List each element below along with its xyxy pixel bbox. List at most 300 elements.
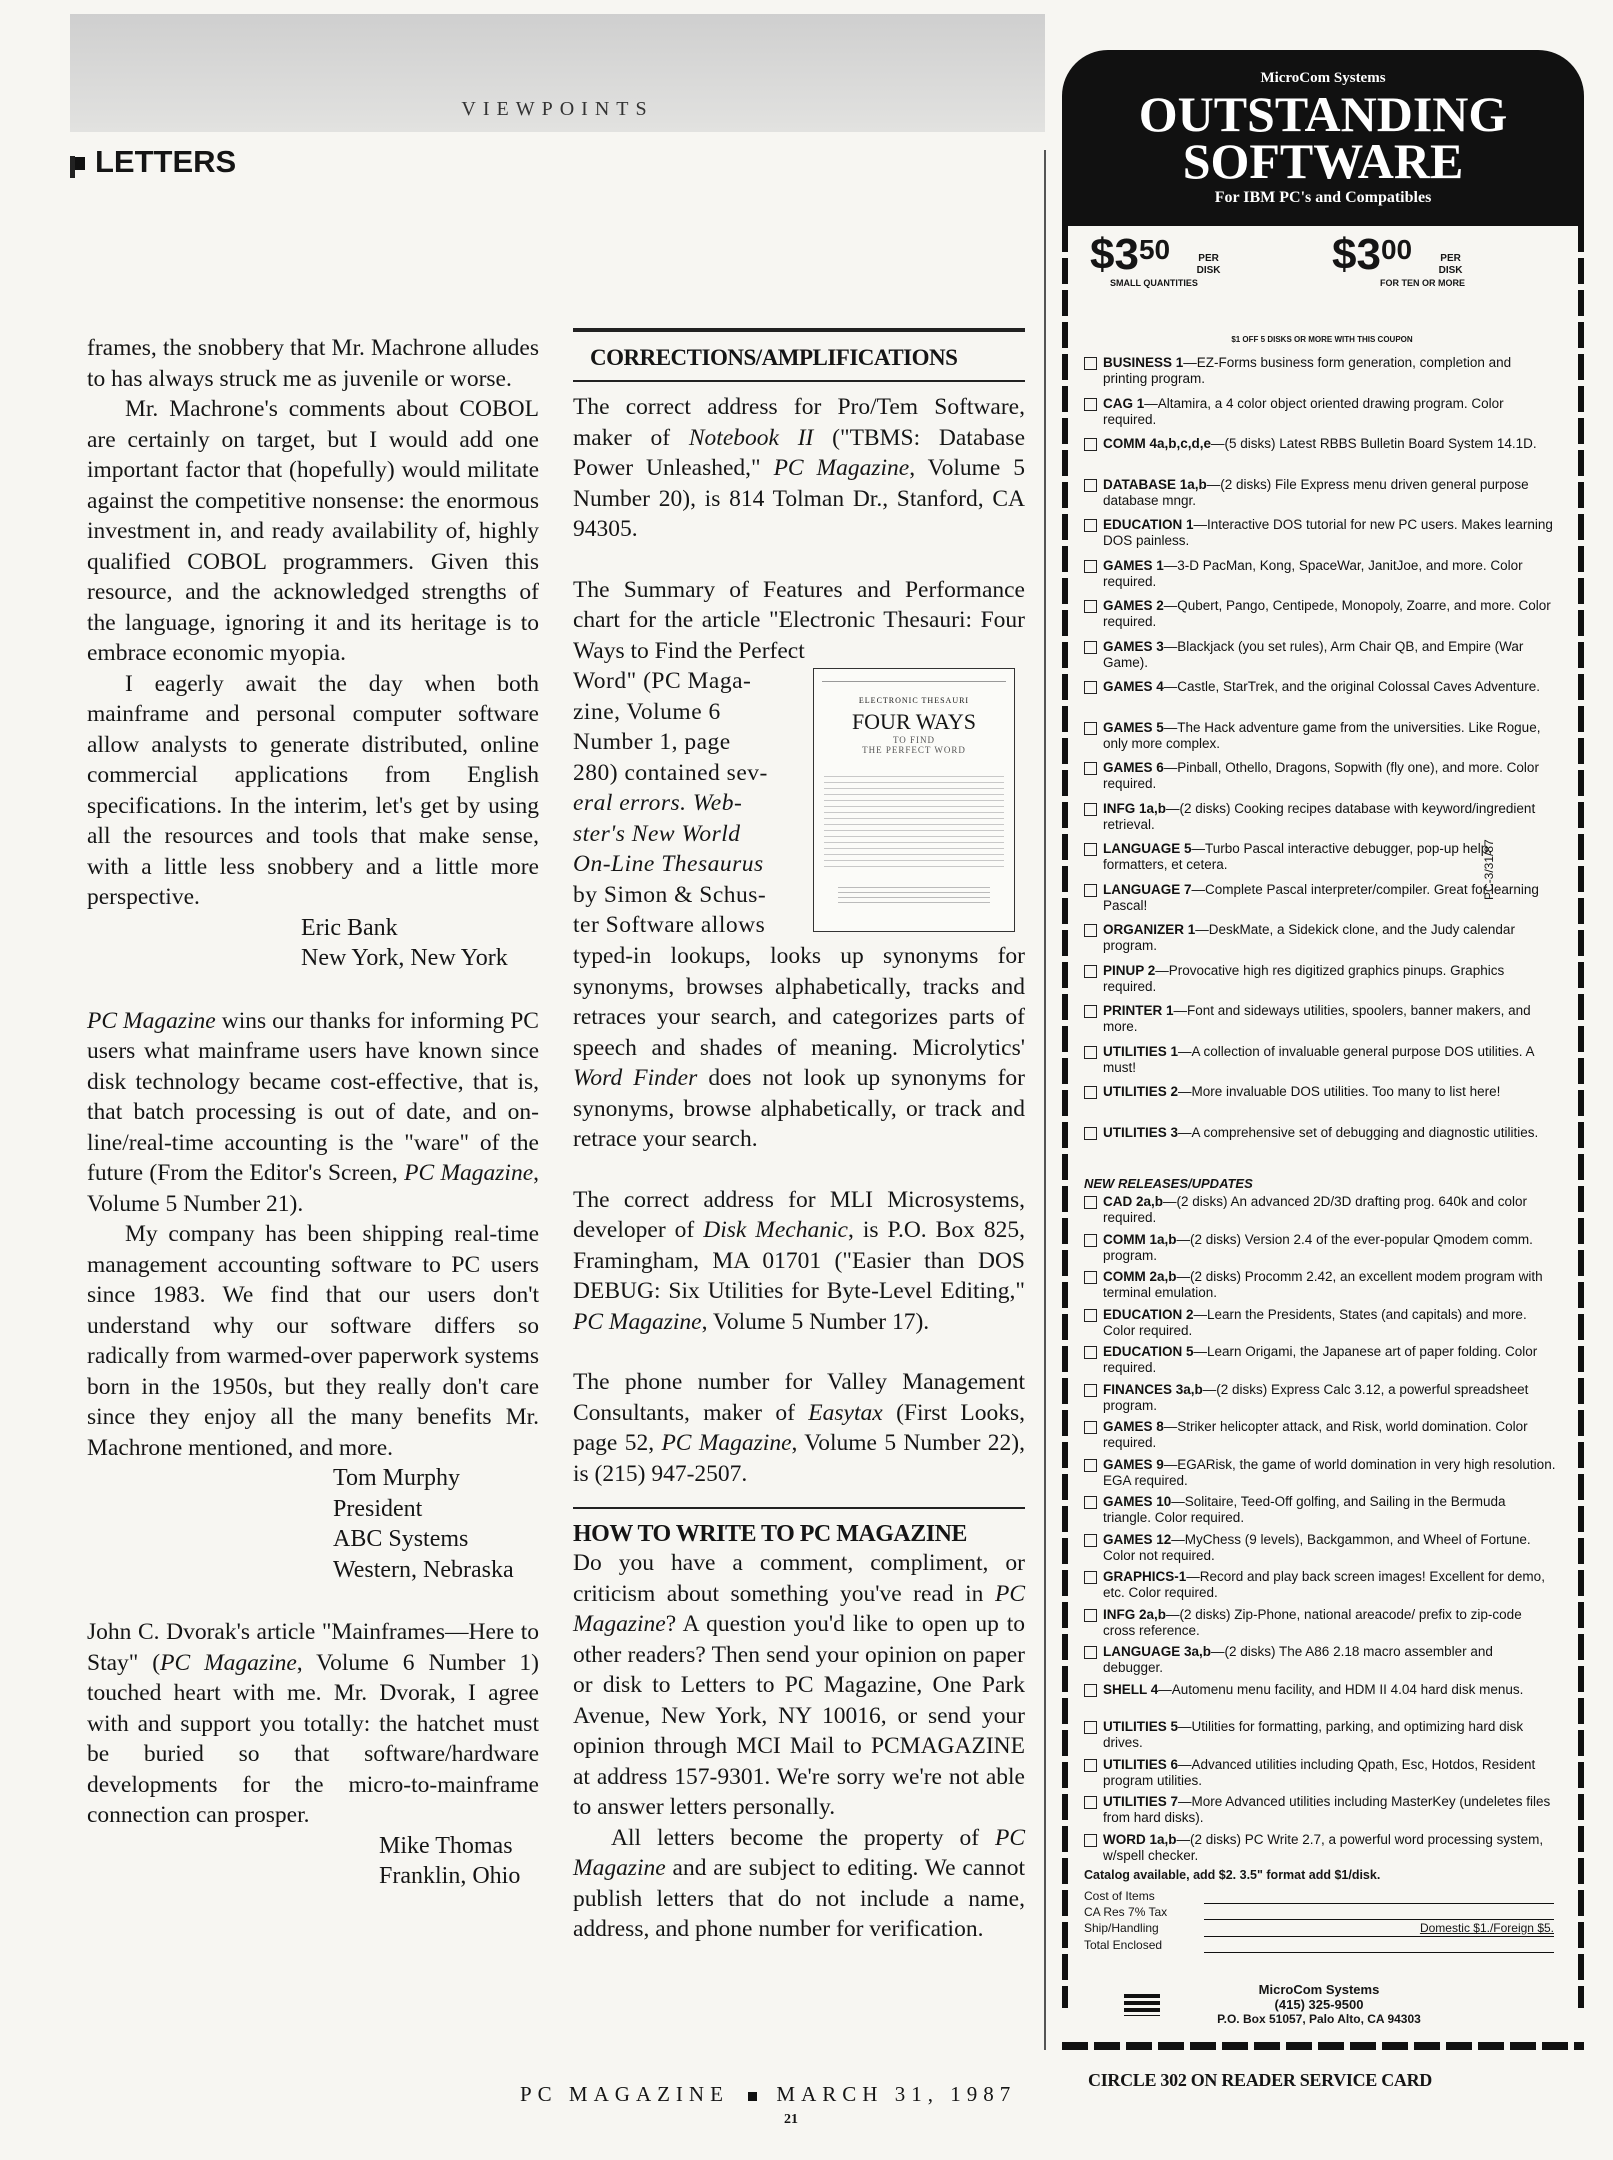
wrap-line: Word" (PC Maga- bbox=[573, 668, 752, 694]
ad-item-desc: —(5 disks) Latest RBBS Bulletin Board System 14.1D. bbox=[1211, 436, 1537, 451]
ad-item-text bbox=[1103, 801, 1556, 833]
order-checkbox[interactable] bbox=[1084, 1234, 1097, 1247]
ad-item bbox=[1084, 639, 1556, 680]
correction-paragraph bbox=[573, 1367, 1025, 1489]
italic-title: Disk Mechanic bbox=[703, 1217, 848, 1243]
column-1 bbox=[87, 333, 539, 1892]
signature-title: President bbox=[333, 1495, 423, 1522]
ad-item bbox=[1084, 1719, 1556, 1757]
order-checkbox[interactable] bbox=[1084, 1046, 1097, 1059]
ad-item-title: COMM 2a,b bbox=[1103, 1269, 1177, 1284]
order-checkbox[interactable] bbox=[1084, 681, 1097, 694]
new-releases-heading: NEW RELEASES/UPDATES bbox=[1084, 1176, 1253, 1191]
title-text: LETTERS bbox=[95, 144, 237, 179]
ad-item bbox=[1084, 1794, 1556, 1832]
ad-item-desc: —Record and play back screen images! Excellent for demo, etc. Color required. bbox=[1103, 1569, 1545, 1600]
ad-item-title: GAMES 1 bbox=[1103, 557, 1164, 573]
ad-item bbox=[1084, 477, 1556, 518]
ad-item-text bbox=[1103, 1682, 1523, 1698]
signature-company: ABC Systems bbox=[333, 1526, 469, 1552]
order-checkbox[interactable] bbox=[1084, 1684, 1097, 1697]
correction-wrap-text bbox=[573, 666, 803, 941]
order-checkbox[interactable] bbox=[1084, 600, 1097, 613]
ad-item bbox=[1084, 1832, 1556, 1870]
ad-item-title: GAMES 4 bbox=[1103, 679, 1164, 694]
ad-item-text bbox=[1103, 1457, 1556, 1489]
ad-item-desc: —Turbo Pascal interactive debugger, pop-up help, formatters, et cetera. bbox=[1103, 841, 1492, 872]
thumbnail-subtitle: THE PERFECT WORD bbox=[862, 745, 966, 755]
letter-text: , Volume 5 Number 21). bbox=[87, 1160, 539, 1217]
ad-item-text bbox=[1103, 639, 1556, 671]
ad-item bbox=[1084, 1494, 1556, 1532]
order-checkbox[interactable] bbox=[1084, 1834, 1097, 1847]
ad-item-desc: —More invaluable DOS utilities. Too many to list here! bbox=[1178, 1084, 1501, 1099]
ad-item-text bbox=[1103, 1084, 1500, 1100]
ad-item-text bbox=[1103, 1532, 1556, 1564]
form-input-total[interactable] bbox=[1204, 1937, 1554, 1953]
ad-item-text bbox=[1103, 1794, 1556, 1826]
ad-item bbox=[1084, 1757, 1556, 1795]
ad-item-title: GAMES 6 bbox=[1103, 760, 1164, 775]
correction-text: , Volume 5 Number 22), is (215) 947-2507. bbox=[573, 1430, 1025, 1487]
section-label: VIEWPOINTS bbox=[461, 98, 654, 120]
ad-item-title: GAMES 3 bbox=[1103, 638, 1164, 654]
ad-side-code: PC-3/31/87 bbox=[1482, 839, 1496, 900]
ad-item-desc: —EGARisk, the game of world domination in very high resolution. EGA required. bbox=[1103, 1456, 1556, 1488]
italic-title: PC Magazine bbox=[404, 1160, 534, 1186]
ad-item bbox=[1084, 1457, 1556, 1495]
signature-place: Franklin, Ohio bbox=[379, 1863, 521, 1889]
bulk-quantity-label: FOR TEN OR MORE bbox=[1380, 278, 1465, 288]
correction-text: The correct address for Pro/Tem Software, maker of bbox=[573, 394, 1025, 451]
ad-item-desc: —DeskMate, a Sidekick clone, and the Judy calendar program. bbox=[1103, 922, 1515, 953]
order-checkbox[interactable] bbox=[1084, 398, 1097, 411]
ad-new-item-list bbox=[1084, 1194, 1556, 1869]
circle-reader-service: CIRCLE 302 ON READER SERVICE CARD bbox=[1088, 2070, 1433, 2090]
order-checkbox[interactable] bbox=[1084, 1196, 1097, 1209]
wrap-line: On-Line Thesaurus bbox=[573, 851, 764, 877]
ad-item-text bbox=[1103, 1382, 1556, 1414]
ad-item-desc: —Advanced utilities including Qpath, Esc, Hotdos, Resident program utilities. bbox=[1103, 1756, 1536, 1788]
wrap-line: eral errors. Web- bbox=[573, 790, 743, 816]
ad-item-text bbox=[1103, 1269, 1556, 1301]
letter-text: wins our thanks for informing PC users what mainframe users have known since disk technology became cost-effective, that is, that batch processing is out of date, and on-line/real-time accounting is the "ware" of the future (From the Editor's Screen, bbox=[87, 1007, 539, 1186]
letter-paragraph bbox=[87, 1617, 539, 1831]
ad-item-text bbox=[1103, 1307, 1556, 1339]
order-checkbox[interactable] bbox=[1084, 1421, 1097, 1434]
ad-item-text bbox=[1103, 1003, 1556, 1035]
howto-text: and are subject to editing. We cannot publish letters that do not include a name, address, and phone number for verification. bbox=[573, 1855, 1025, 1942]
letter-paragraph: frames, the snobbery that Mr. Machrone alludes to has always struck me as juvenile or worse. bbox=[87, 335, 539, 392]
ad-item-desc: —(2 disks) Zip-Phone, national areacode/ prefix to zip-code cross reference. bbox=[1103, 1606, 1522, 1638]
ad-item-desc: —(2 disks) An advanced 2D/3D drafting prog. 640k and color required. bbox=[1103, 1194, 1527, 1225]
ad-item-desc: —(2 disks) Version 2.4 of the ever-popular Qmodem comm. program. bbox=[1103, 1231, 1533, 1263]
letter-text: John C. Dvorak's article "Mainframes—Here to Stay" ( bbox=[87, 1619, 539, 1676]
footer-company: MicroCom Systems bbox=[1258, 1982, 1380, 1997]
form-label: Ship/Handling bbox=[1084, 1921, 1159, 1935]
ad-item bbox=[1084, 1682, 1556, 1720]
ad-item-list bbox=[1084, 355, 1556, 1165]
ad-item bbox=[1084, 1307, 1556, 1345]
ad-item-title: SHELL 4 bbox=[1103, 1681, 1159, 1697]
ad-item-desc: —More Advanced utilities including MasterKey (undeletes files from hard disks). bbox=[1103, 1794, 1551, 1825]
signature-name: Eric Bank bbox=[301, 914, 398, 941]
howto-paragraph bbox=[573, 1823, 1025, 1945]
price-cents: 50 bbox=[1138, 234, 1171, 265]
ad-item-title: LANGUAGE 3a,b bbox=[1103, 1644, 1212, 1659]
microcom-logo-icon bbox=[1124, 1994, 1160, 2016]
order-checkbox[interactable] bbox=[1084, 1571, 1097, 1584]
microcom-ad bbox=[1062, 50, 1584, 2055]
ad-item-text bbox=[1103, 355, 1556, 387]
ad-item-desc: —3-D PacMan, Kong, SpaceWar, JanitJoe, and more. Color required. bbox=[1103, 557, 1523, 589]
column-rule bbox=[1044, 150, 1046, 2050]
ad-bottom-dashes bbox=[1062, 2042, 1584, 2050]
order-checkbox[interactable] bbox=[1084, 1796, 1097, 1809]
per-disk-label: PER DISK bbox=[1196, 252, 1221, 276]
italic-title: PC Magazine bbox=[573, 1308, 702, 1335]
ad-item-title: DATABASE 1a,b bbox=[1103, 476, 1207, 492]
ad-item-desc: —(2 disks) The A86 2.18 macro assembler and debugger. bbox=[1103, 1644, 1493, 1675]
order-checkbox[interactable] bbox=[1084, 1309, 1097, 1322]
order-checkbox[interactable] bbox=[1084, 1384, 1097, 1397]
ad-item-desc: —Learn Origami, the Japanese art of paper folding. Color required. bbox=[1103, 1344, 1538, 1375]
ad-item-title: CAG 1 bbox=[1103, 395, 1145, 411]
order-checkbox[interactable] bbox=[1084, 519, 1097, 532]
form-label: Cost of Items bbox=[1084, 1889, 1155, 1903]
ad-item bbox=[1084, 801, 1556, 842]
ad-item-text bbox=[1103, 1344, 1556, 1376]
ad-item-text bbox=[1103, 1569, 1556, 1601]
ad-item-text bbox=[1103, 1757, 1556, 1789]
ad-item-desc: —Provocative high res digitized graphics pinups. Graphics required. bbox=[1103, 962, 1505, 994]
ad-item-desc: —Striker helicopter attack, and Risk, world domination. Color required. bbox=[1103, 1419, 1528, 1450]
ad-item-desc: —Altamira, a 4 color object oriented drawing program. Color required. bbox=[1103, 395, 1504, 427]
ad-item-title: ORGANIZER 1 bbox=[1103, 922, 1196, 937]
ad-item-desc: —(2 disks) Express Calc 3.12, a powerful spreadsheet program. bbox=[1103, 1381, 1529, 1413]
italic-title: PC Magazine bbox=[661, 1430, 792, 1456]
order-checkbox[interactable] bbox=[1084, 965, 1097, 978]
italic-title: PC Magazine bbox=[573, 1580, 1025, 1637]
ad-item-text bbox=[1103, 1494, 1556, 1526]
ad-item-text bbox=[1103, 477, 1556, 509]
small-quantity-label: SMALL QUANTITIES bbox=[1110, 278, 1198, 288]
order-checkbox[interactable] bbox=[1084, 1759, 1097, 1772]
wrap-line: Number 1, page bbox=[573, 729, 731, 755]
correction-text: does not look up synonyms for synonyms, browse alphabetically, or track and retrace your search. bbox=[573, 1065, 1025, 1152]
form-label: Total Enclosed bbox=[1084, 1938, 1163, 1952]
footer-address: P.O. Box 51057, Palo Alto, CA 94303 bbox=[1217, 2012, 1421, 2026]
form-row-total bbox=[1084, 1937, 1554, 1953]
price-dollars: $3 bbox=[1090, 230, 1139, 279]
ad-item-desc: —(2 disks) Procomm 2.42, an excellent modem program with terminal emulation. bbox=[1103, 1269, 1543, 1300]
article-thumbnail bbox=[813, 668, 1015, 932]
ad-item bbox=[1084, 882, 1556, 923]
signature-place: Western, Nebraska bbox=[333, 1556, 514, 1583]
ad-item bbox=[1084, 1607, 1556, 1645]
title-divider bbox=[70, 156, 75, 178]
ad-item-text bbox=[1103, 963, 1556, 995]
letter-paragraph: Mr. Machrone's comments about COBOL are certainly on target, but I would add one important factor that (hopefully) would militate against the competitive nonsense: the enormous investment in, and ready availability of, highly qualified COBOL programmers. Given this resource, and the acknowledged strengths of the language, ignoring it and its heritage is to embrace economic myopia. bbox=[87, 396, 539, 666]
ad-item-desc: —(2 disks) File Express menu driven general purpose database mngr. bbox=[1103, 476, 1529, 508]
ad-item-title: GAMES 8 bbox=[1103, 1419, 1164, 1434]
ad-item-title: BUSINESS 1 bbox=[1103, 355, 1184, 370]
coupon-note: $1 OFF 5 DISKS OR MORE WITH THIS COUPON bbox=[1231, 335, 1413, 344]
thumbnail-body bbox=[824, 771, 1004, 871]
ad-item-desc: —EZ-Forms business form generation, completion and printing program. bbox=[1103, 355, 1512, 386]
ad-item bbox=[1084, 1044, 1556, 1085]
ad-subhead: For IBM PC's and Compatibles bbox=[1214, 189, 1432, 206]
form-row-cost bbox=[1084, 1888, 1554, 1904]
order-checkbox[interactable] bbox=[1084, 1721, 1097, 1734]
ad-item-desc: —(2 disks) Cooking recipes database with keyword/ingredient retrieval. bbox=[1103, 800, 1536, 832]
signature-name: Tom Murphy bbox=[333, 1465, 460, 1491]
order-checkbox[interactable] bbox=[1084, 1271, 1097, 1284]
ad-item-title: UTILITIES 7 bbox=[1103, 1794, 1179, 1809]
order-checkbox[interactable] bbox=[1084, 357, 1097, 370]
thumbnail-caption bbox=[838, 883, 990, 903]
ad-item bbox=[1084, 1003, 1556, 1044]
ad-item-title: UTILITIES 3 bbox=[1103, 1124, 1179, 1140]
ad-item-title: LANGUAGE 5 bbox=[1103, 841, 1192, 856]
italic-title: PC Magazine bbox=[87, 1007, 216, 1034]
price-small bbox=[1090, 230, 1290, 288]
order-checkbox[interactable] bbox=[1084, 560, 1097, 573]
ad-item-text bbox=[1103, 558, 1556, 590]
order-checkbox[interactable] bbox=[1084, 1086, 1097, 1099]
correction-text: The phone number for Valley Management Consultants, maker of bbox=[573, 1369, 1025, 1426]
ad-item bbox=[1084, 679, 1556, 720]
order-checkbox[interactable] bbox=[1084, 1127, 1097, 1140]
order-checkbox[interactable] bbox=[1084, 1346, 1097, 1359]
ad-item bbox=[1084, 1532, 1556, 1570]
ad-item bbox=[1084, 1084, 1556, 1125]
ad-item-title: LANGUAGE 7 bbox=[1103, 881, 1192, 897]
ad-item bbox=[1084, 355, 1556, 396]
correction-text: , is P.O. Box 825, Framingham, MA 01701 ("Easier than DOS DEBUG: Six Utilities for Byte-Level Editing," bbox=[573, 1217, 1025, 1304]
corrections-heading: CORRECTIONS/AMPLIFICATIONS bbox=[590, 345, 958, 370]
ad-item-text bbox=[1103, 1832, 1556, 1864]
wrap-line: by Simon & Schus- bbox=[573, 881, 767, 908]
howto-text: ? A question you'd like to open up to other readers? Then send your opinion on paper or disk to Letters to PC Magazine, One Park Avenue, New York, NY 10016, or send your opinion through MCI Mail to PCMAGAZINE at address 157-9301. We're sorry we're not able to answer letters personally. bbox=[573, 1611, 1025, 1820]
ad-item-desc: —MyChess (9 levels), Backgammon, and Wheel of Fortune. Color not required. bbox=[1103, 1531, 1531, 1563]
order-checkbox[interactable] bbox=[1084, 1005, 1097, 1018]
order-checkbox[interactable] bbox=[1084, 641, 1097, 654]
ad-item bbox=[1084, 1419, 1556, 1457]
ad-item-text bbox=[1103, 517, 1556, 549]
ad-item-desc: —Utilities for formatting, parking, and optimizing hard disk drives. bbox=[1103, 1719, 1524, 1750]
correction-text: (First Looks, page 52, bbox=[573, 1399, 1025, 1456]
ad-item bbox=[1084, 1125, 1556, 1166]
correction-text: , Volume 5 Number 20), is 814 Tolman Dr., Stanford, CA 94305. bbox=[573, 455, 1025, 542]
order-checkbox[interactable] bbox=[1084, 762, 1097, 775]
thumbnail-subtitle: TO FIND bbox=[892, 735, 936, 745]
italic-title: Notebook II bbox=[688, 424, 814, 451]
ad-item-title: FINANCES 3a,b bbox=[1103, 1381, 1203, 1397]
ad-left-dashes bbox=[1062, 226, 1068, 2008]
order-checkbox[interactable] bbox=[1084, 1459, 1097, 1472]
ad-item-text bbox=[1103, 720, 1556, 752]
order-checkbox[interactable] bbox=[1084, 803, 1097, 816]
howto-text: Do you have a comment, compliment, or criticism about something you've read in bbox=[573, 1550, 1025, 1607]
ad-company: MicroCom Systems bbox=[1260, 70, 1386, 86]
catalog-note: Catalog available, add $2. 3.5" format add $1/disk. bbox=[1084, 1868, 1381, 1882]
form-row-ship bbox=[1084, 1920, 1554, 1937]
signature-place: New York, New York bbox=[301, 945, 508, 971]
wrap-line: zine, Volume 6 bbox=[573, 698, 721, 725]
thumbnail-kicker: ELECTRONIC THESAURI bbox=[858, 696, 970, 705]
ad-item bbox=[1084, 963, 1556, 1004]
italic-title: Easytax bbox=[808, 1399, 883, 1426]
ad-item-text bbox=[1103, 396, 1556, 428]
column-2 bbox=[573, 392, 1025, 1945]
corrections-top-rule bbox=[573, 328, 1025, 332]
ad-item-title: EDUCATION 1 bbox=[1103, 517, 1194, 532]
corrections-under-rule bbox=[573, 380, 1025, 382]
form-input-cost[interactable] bbox=[1204, 1888, 1554, 1904]
order-form bbox=[1084, 1888, 1554, 1953]
ad-item-desc: —Automenu menu facility, and HDM II 4.04 hard disk menus. bbox=[1158, 1681, 1524, 1697]
ad-item-text bbox=[1103, 841, 1556, 873]
ad-item bbox=[1084, 922, 1556, 963]
wrap-line: ster's New World bbox=[573, 820, 741, 847]
ad-item-title: GAMES 10 bbox=[1103, 1494, 1172, 1509]
price-cents: 00 bbox=[1380, 234, 1413, 265]
ad-item-desc: —Pinball, Othello, Dragons, Sopwith (fly one), and more. Color required. bbox=[1103, 760, 1539, 791]
ad-item-text bbox=[1103, 679, 1540, 695]
ad-item-text bbox=[1103, 1232, 1556, 1264]
ad-item-desc: —A comprehensive set of debugging and diagnostic utilities. bbox=[1178, 1124, 1539, 1140]
ad-item-title: INFG 1a,b bbox=[1103, 800, 1167, 816]
correction-paragraph bbox=[573, 941, 1025, 1155]
ad-item-desc: —Blackjack (you set rules), Arm Chair QB, and Empire (War Game). bbox=[1103, 638, 1524, 670]
ad-item-title: GAMES 12 bbox=[1103, 1531, 1172, 1547]
order-checkbox[interactable] bbox=[1084, 479, 1097, 492]
ad-item bbox=[1084, 396, 1556, 437]
order-checkbox[interactable] bbox=[1084, 1534, 1097, 1547]
ad-item-text bbox=[1103, 1419, 1556, 1451]
ad-item-text bbox=[1103, 760, 1556, 792]
ad-item bbox=[1084, 1194, 1556, 1232]
ad-item-desc: —Learn the Presidents, States (and capitals) and more. Color required. bbox=[1103, 1306, 1527, 1338]
correction-paragraph bbox=[573, 392, 1025, 545]
ad-footer-box bbox=[1084, 1982, 1554, 2042]
ad-item bbox=[1084, 1644, 1556, 1682]
ad-item-title: UTILITIES 6 bbox=[1103, 1756, 1179, 1772]
howto-rule bbox=[573, 1507, 1025, 1509]
correction-text: typed-in lookups, looks up synonyms for synonyms, browses alphabetically, tracks and retraces your search, and categorizes parts of speech and shades of meaning. Microlytics' bbox=[573, 943, 1025, 1061]
ad-item-text bbox=[1103, 436, 1537, 452]
order-checkbox[interactable] bbox=[1084, 1496, 1097, 1509]
ad-item-title: EDUCATION 2 bbox=[1103, 1306, 1194, 1322]
ad-item-text bbox=[1103, 1607, 1556, 1639]
ad-item bbox=[1084, 517, 1556, 558]
ad-item-desc: —Complete Pascal interpreter/compiler. Great for learning Pascal! bbox=[1103, 881, 1539, 913]
thumbnail-title: FOUR WAYS bbox=[851, 709, 977, 734]
ad-item bbox=[1084, 841, 1556, 882]
ad-item bbox=[1084, 1569, 1556, 1607]
order-checkbox[interactable] bbox=[1084, 843, 1097, 856]
page-number: 21 bbox=[784, 2112, 798, 2127]
ad-item-desc: —The Hack adventure game from the universities. Like Rogue, only more complex. bbox=[1103, 719, 1541, 751]
ad-item bbox=[1084, 1344, 1556, 1382]
order-checkbox[interactable] bbox=[1084, 924, 1097, 937]
ad-item bbox=[1084, 1269, 1556, 1307]
order-checkbox[interactable] bbox=[1084, 438, 1097, 451]
ad-header bbox=[1062, 50, 1584, 226]
ad-item-text bbox=[1103, 1644, 1556, 1676]
ad-item-desc: —A collection of invaluable general purpose DOS utilities. A must! bbox=[1103, 1043, 1534, 1075]
howto-text: All letters become the property of bbox=[611, 1824, 995, 1851]
ad-item bbox=[1084, 1382, 1556, 1420]
ad-item-title: COMM 1a,b bbox=[1103, 1231, 1177, 1247]
price-dollars: $3 bbox=[1332, 230, 1381, 279]
letter-paragraph: My company has been shipping real-time management accounting software to PC users since 1983. We find that our users don't understand why our software differs so radically from warmed-over paperwork systems born in the 1950s, but they really don't care since they enjoy all the many benefits Mr. Machrone mentioned, and more. bbox=[87, 1221, 539, 1461]
ad-item-text bbox=[1103, 1044, 1556, 1076]
italic-title: PC Magazine bbox=[773, 455, 910, 481]
letter-text: , Volume 6 Number 1) touched heart with me. Mr. Dvorak, I agree with and support you totally: the hatchet must be buried so that software/hardware developments for the micro-to-mainframe connection can prosper. bbox=[87, 1649, 539, 1828]
ad-item-text bbox=[1103, 1125, 1538, 1141]
ad-item-desc: —Qubert, Pango, Centipede, Monopoly, Zoarre, and more. Color required. bbox=[1103, 598, 1551, 629]
ad-item-desc: —Interactive DOS tutorial for new PC users. Makes learning DOS painless. bbox=[1103, 517, 1553, 548]
order-checkbox[interactable] bbox=[1084, 722, 1097, 735]
footer-date: MARCH 31, 1987 bbox=[776, 2082, 1017, 2106]
ad-item-title: UTILITIES 5 bbox=[1103, 1719, 1179, 1734]
ad-item-desc: —Castle, StarTrek, and the original Colossal Caves Adventure. bbox=[1163, 679, 1540, 694]
correction-text: , Volume 5 Number 17). bbox=[701, 1308, 930, 1335]
ad-item-title: CAD 2a,b bbox=[1103, 1194, 1164, 1209]
form-label: CA Res 7% Tax bbox=[1084, 1905, 1168, 1919]
ad-item-text bbox=[1103, 922, 1556, 954]
form-input-tax[interactable] bbox=[1204, 1904, 1554, 1920]
order-checkbox[interactable] bbox=[1084, 1609, 1097, 1622]
wrap-line: ter Software allows bbox=[573, 912, 766, 938]
ad-item-title: PINUP 2 bbox=[1103, 962, 1156, 978]
ad-item-title: EDUCATION 5 bbox=[1103, 1344, 1194, 1359]
ad-item bbox=[1084, 436, 1556, 477]
correction-paragraph bbox=[573, 1185, 1025, 1338]
ad-item-title: COMM 4a,b,c,d,e bbox=[1103, 436, 1212, 451]
signature-name: Mike Thomas bbox=[379, 1832, 513, 1859]
ad-item bbox=[1084, 760, 1556, 801]
ad-item-desc: —Font and sideways utilities, spoolers, banner makers, and more. bbox=[1103, 1003, 1531, 1034]
italic-title: Word Finder bbox=[573, 1065, 698, 1091]
correction-text: The correct address for MLI Microsystems, developer of bbox=[573, 1186, 1025, 1243]
ad-item-title: UTILITIES 2 bbox=[1103, 1084, 1179, 1099]
italic-title: PC Magazine bbox=[573, 1824, 1025, 1881]
order-checkbox[interactable] bbox=[1084, 884, 1097, 897]
howto-heading: HOW TO WRITE TO PC MAGAZINE bbox=[573, 1521, 967, 1547]
ad-right-dashes bbox=[1578, 226, 1584, 2008]
form-value-ship: Domestic $1./Foreign $5. bbox=[1204, 1920, 1554, 1937]
ad-item bbox=[1084, 558, 1556, 599]
ad-headline: OUTSTANDING bbox=[1138, 86, 1508, 142]
ad-item-title: PRINTER 1 bbox=[1103, 1003, 1174, 1018]
ad-item-title: GRAPHICS-1 bbox=[1103, 1569, 1187, 1584]
ad-item bbox=[1084, 598, 1556, 639]
ad-item-text bbox=[1103, 1194, 1556, 1226]
ad-headline: SOFTWARE bbox=[1182, 133, 1464, 189]
footer-magazine: PC MAGAZINE bbox=[520, 2082, 729, 2106]
ad-item-title: GAMES 9 bbox=[1103, 1456, 1164, 1472]
ad-item-text bbox=[1103, 882, 1556, 914]
ad-item-text bbox=[1103, 598, 1556, 630]
ad-item-desc: —(2 disks) PC Write 2.7, a powerful word processing system, w/spell checker. bbox=[1103, 1831, 1544, 1863]
order-checkbox[interactable] bbox=[1084, 1646, 1097, 1659]
correction-paragraph: The Summary of Features and Performance chart for the article "Electronic Thesauri: Four Ways to Find the Perfect bbox=[573, 576, 1025, 664]
per-disk-label: PER DISK bbox=[1438, 252, 1463, 276]
page-footer bbox=[520, 2082, 1016, 2107]
